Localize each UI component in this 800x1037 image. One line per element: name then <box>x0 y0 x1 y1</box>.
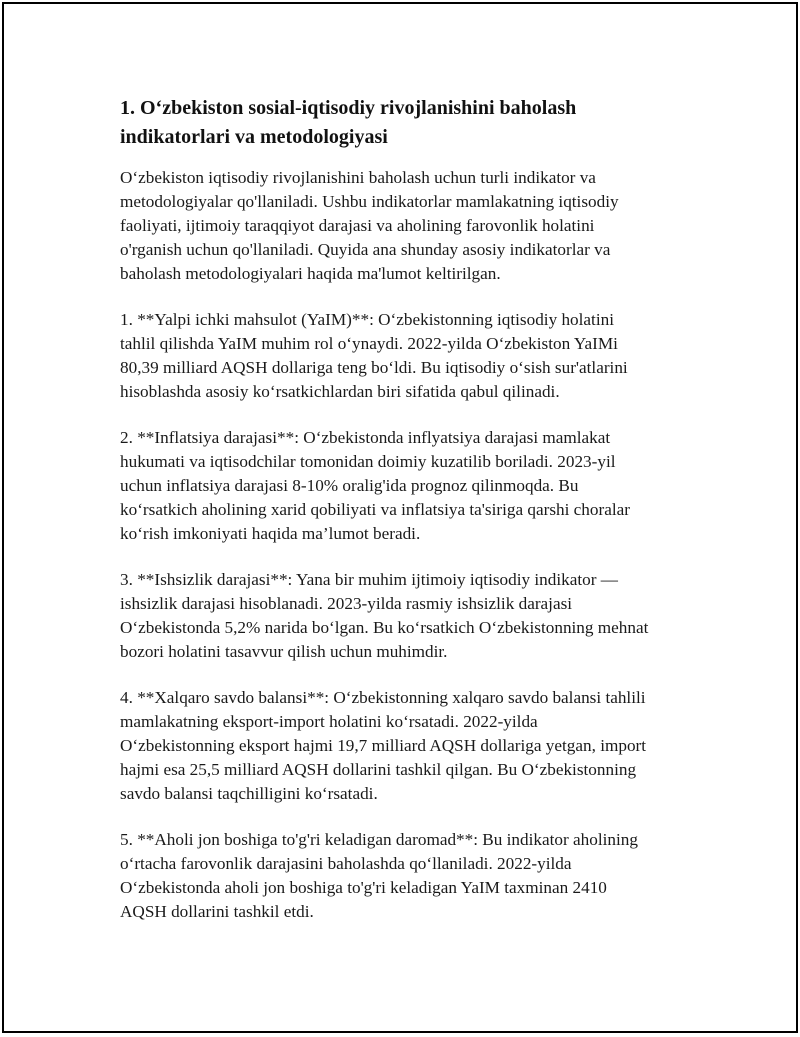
trade-balance-paragraph: 4. **Xalqaro savdo balansi**: O‘zbekistonning xalqaro savdo balansi tahlili mamlakatning eksport-import holatini ko‘rsatadi. 2022-yilda O‘zbekistonning eksport hajmi 19,7 milliard AQSH dollariga yetgan, import hajmi esa 25,5 milliard AQSH dollarini tashkil qilgan. Bu O‘zbekistonning savdo balansi taqchilligini ko‘rsatadi. <box>120 688 647 803</box>
intro-paragraph: O‘zbekiston iqtisodiy rivojlanishini baholash uchun turli indikator va metodologiyalar qo'llaniladi. Ushbu indikatorlar mamlakatning iqtisodiy faoliyati, ijtimoiy taraqqiyot darajasi va aholining farovonlik holatini o'rganish uchun qo'llaniladi. Quyida ana shunday asosiy indikatorlar va baholash metodologiyalari haqida ma'lumot keltirilgan. <box>120 168 619 283</box>
unemployment-paragraph: 3. **Ishsizlik darajasi**: Yana bir muhim ijtimoiy iqtisodiy indikator — ishsizlik darajasi hisoblanadi. 2023-yilda rasmiy ishsizlik darajasi O‘zbekistonda 5,2% narida bo‘lgan. Bu ko‘rsatkich O‘zbekistonning mehnat bozori holatini tasavvur qilish uchun muhimdir. <box>120 570 649 661</box>
inflation-paragraph: 2. **Inflatsiya darajasi**: O‘zbekistonda inflyatsiya darajasi mamlakat hukumati va iqtisodchilar tomonidan doimiy kuzatilib boriladi. 2023-yil uchun inflatsiya darajasi 8-10% oralig'ida prognoz qilinmoqda. Bu ko‘rsatkich aholining xarid qobiliyati va inflatsiya ta'siriga qarshi choralar ko‘rish imkoniyati haqida ma’lumot beradi. <box>120 428 630 543</box>
income-per-capita-paragraph: 5. **Aholi jon boshiga to'g'ri keladigan daromad**: Bu indikator aholining o‘rtacha farovonlik darajasini baholashda qo‘llaniladi. 2022-yilda O‘zbekistonda aholi jon boshiga to'g'ri keladigan YaIM taxminan 2410 AQSH dollarini tashkil etdi. <box>120 830 638 921</box>
gdp-paragraph: 1. **Yalpi ichki mahsulot (YaIM)**: O‘zbekistonning iqtisodiy holatini tahlil qilishda YaIM muhim rol o‘ynaydi. 2022-yilda O‘zbekiston YaIMi 80,39 milliard AQSH dollariga teng bo‘ldi. Bu iqtisodiy o‘sish sur'atlarini hisoblashda asosiy ko‘rsatkichlardan biri sifatida qabul qilinadi. <box>120 310 628 401</box>
document-body <box>120 94 695 946</box>
section-title: 1. O‘zbekiston sosial-iqtisodiy rivojlanishini baholash indikatorlari va metodologiyasi <box>120 97 577 148</box>
document-page <box>2 2 798 1033</box>
